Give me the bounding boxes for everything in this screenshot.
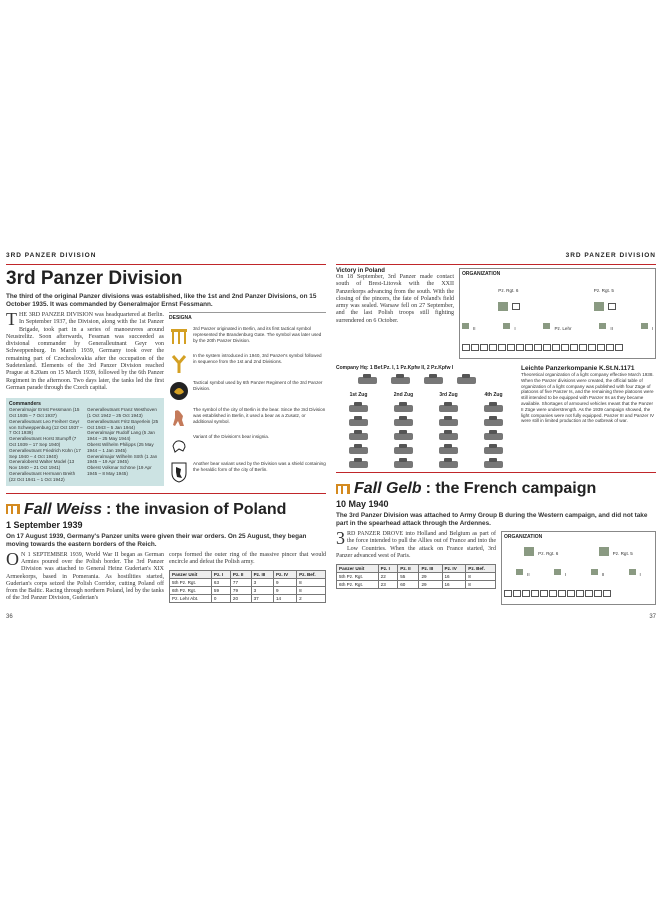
table-cell: 2 <box>297 595 326 603</box>
unit-symbol <box>558 590 566 597</box>
org-heading: ORGANIZATION <box>462 271 501 277</box>
table-cell: 8 <box>297 579 326 587</box>
tank-icon <box>484 405 503 412</box>
unit-symbol <box>594 590 602 597</box>
unit-symbol <box>585 590 593 597</box>
unit-symbol <box>525 344 533 351</box>
tank-icon <box>394 419 413 426</box>
org-label: Pz. Lehr <box>554 326 572 331</box>
section-title: Fall Weiss <box>24 500 102 518</box>
designation-text: Tactical symbol used by 6th Panzer Regiment of the 3rd Panzer Division. <box>193 380 323 391</box>
regiment-symbol <box>594 302 604 311</box>
designation-item <box>169 434 326 456</box>
section-heading <box>336 479 656 498</box>
section-columns <box>336 528 656 605</box>
drop-cap: O <box>6 548 19 569</box>
section-columns <box>6 548 326 604</box>
org-label: I <box>651 326 653 331</box>
org-regiment <box>498 279 521 315</box>
org-unit-row <box>504 584 653 602</box>
table-header-row <box>170 571 326 579</box>
divider <box>336 264 656 265</box>
commanders-col2 <box>87 407 161 482</box>
designation-text: 3rd Panzer originated in Berlin, and its first tactical symbol represented the Brandenburg Gate. The symbol was later used by the 20th Panzer Division. <box>193 326 322 343</box>
top-row <box>336 268 656 359</box>
unit-symbol <box>534 344 542 351</box>
page-number: 37 <box>649 614 656 620</box>
zug-label: 2nd Zug <box>393 392 414 398</box>
battalion-symbol <box>591 569 598 575</box>
zug-column <box>438 392 460 468</box>
designation-item <box>169 326 326 348</box>
designation-item <box>169 407 326 429</box>
lpk-body: Theoretical organization of a light company effective March 1938. When the Panzer divisions were created, the official table of organization of a light company was published with four Züge of platoons of five Panzer Is, and the remaining three platoons were still intended to be equipped with Panzer IIs as they became available. Shortages of armoured vehicles meant that the Panzer II Züge were understrength. As the 1939 campaign showed, the light companies were not fully equipped. Panzer III and Panzer IV were still in limited production at the outbreak of war. <box>521 372 655 424</box>
unit-symbol <box>513 590 521 597</box>
table-cell: 60 <box>398 581 419 589</box>
table-cell: 23 <box>378 581 398 589</box>
designation-text: Variant of the Division's bear insignia. <box>193 434 270 439</box>
unit-symbol <box>570 344 578 351</box>
section-title: Fall Gelb <box>354 480 422 497</box>
commander-entry: Generalleutnant Horst Stumpff (7 Oct 1939 – 17 Sep 1940) <box>9 436 77 448</box>
battalion-symbol <box>554 569 561 575</box>
designation-text: The symbol of the city of Berlin is the bear. Since the 3rd Division was established in Berlin, it used a bear as a Zusatz, or additional symbol. <box>193 407 326 424</box>
table-cell: 8 <box>297 587 326 595</box>
designations-heading: DESIGNA <box>169 315 192 321</box>
table-cell: 8 <box>466 581 496 589</box>
page-number: 36 <box>6 614 13 620</box>
zug-label: 4th Zug <box>484 392 503 398</box>
table-cell: 5th Pz. Rgt. <box>170 579 212 587</box>
designation-text: In the system introduced in 1940, 3rd Panzer's symbol followed in sequence from the 1st and 2nd Divisions. <box>193 353 322 364</box>
section-title-rest: : the French campaign <box>425 480 597 497</box>
org-sub-row <box>504 563 653 581</box>
table-header: Pz. Bef. <box>466 565 496 573</box>
section-paragraph-2: corps formed the outer ring of the massive pincer that would encircle and defeat the Polish army. <box>169 551 326 565</box>
zug-column <box>483 392 505 468</box>
org-top-row <box>504 542 653 560</box>
org-battalion <box>641 317 653 335</box>
victory-body: On 18 September, 3rd Panzer made contact south of Brest-Litovsk with the XXII Panzerkorps advancing from the south. With the closing of the pincers, the fate of Poland's field army was sealed. Warsaw fell on 27 September, and the last Polish troops still fighting surrendered on 6 October. <box>336 274 454 324</box>
zug-label: 3rd Zug <box>439 392 458 398</box>
table-cell: 8 <box>466 573 496 581</box>
commander-entry: Generalleutnant Franz Westhoven (1 Oct 1942 – 25 Oct 1943) <box>87 407 157 419</box>
tank-icon <box>358 377 377 384</box>
lpk-heading: Leichte Panzerkompanie K.St.N.1171 <box>521 365 635 372</box>
table-cell: 3 <box>251 579 273 587</box>
commanders-col1 <box>9 407 83 482</box>
unit-symbol <box>540 590 548 597</box>
org-battalion <box>543 317 571 335</box>
tank-icon <box>439 433 458 440</box>
tank-icon <box>349 405 368 412</box>
org-label: Pz. Rgt. 5 <box>593 288 614 293</box>
tank-icon <box>391 377 410 384</box>
divider <box>336 472 656 473</box>
section-intro: The 3rd Panzer Division was attached to Army Group B during the Western campaign, and did not take part in the spearhead attack through the Ardennes. <box>336 512 648 527</box>
table-header: Pz. II <box>398 565 419 573</box>
company-hq-tanks <box>358 377 516 384</box>
table-cell: Pz. Lehr Abt. <box>170 595 212 603</box>
regiment-emblem-icon <box>169 380 189 402</box>
unit-symbol <box>606 344 614 351</box>
tank-icon <box>457 377 476 384</box>
main-column <box>6 309 164 486</box>
org-label: II <box>473 326 476 331</box>
table-header: Panzer Unit <box>337 565 379 573</box>
tank-icon <box>484 433 503 440</box>
divider <box>6 264 326 265</box>
battalion-symbol <box>516 569 523 575</box>
unit-symbol <box>549 590 557 597</box>
unit-symbol <box>588 344 596 351</box>
table-cell: 16 <box>442 581 466 589</box>
commander-entry: Generalleutnant Hermann Breith (22 Oct 1941 – 1 Oct 1942) <box>9 471 76 482</box>
table-header-row <box>337 565 496 573</box>
commanders-columns <box>9 407 161 482</box>
org-label: II <box>527 572 530 577</box>
table-header: Pz. IV <box>273 571 296 579</box>
table-cell: 3 <box>251 587 273 595</box>
org-label: Pz. Rgt. 5 <box>612 551 633 556</box>
tank-icon <box>349 433 368 440</box>
commander-entry: Oberst Wilhelm Philipps (25 May 1944 – 1 Jan 1945) <box>87 442 154 453</box>
victory-column <box>336 268 454 359</box>
table-cell: 14 <box>273 595 296 603</box>
unit-symbol <box>522 590 530 597</box>
bear-icon <box>169 407 189 429</box>
company-caption: Company Hq: 1 Bef.Pz. I, 1 Pz.Kpfw II, 2 Pz.Kpfw I <box>336 365 454 371</box>
section-body <box>6 548 164 604</box>
commander-entry: Generalmajor Wilhelm Söth (1 Jan 1945 – 19 Apr 1945) <box>87 453 158 465</box>
section-date: 1 September 1939 <box>6 519 83 530</box>
org-label: I <box>565 572 567 577</box>
org-label: Pz. Rgt. 6 <box>498 288 519 293</box>
table-cell: 6th Pz. Rgt. <box>170 587 212 595</box>
commander-entry: Generalleutnant Fritz Bayerlein (25 Oct 1943 – 5 Jan 1944) <box>87 418 159 430</box>
zug-column <box>348 392 370 468</box>
drop-cap: 3 <box>336 528 345 548</box>
tank-icon <box>349 447 368 454</box>
org-heading: ORGANIZATION <box>504 534 543 540</box>
table-row <box>170 595 326 603</box>
left-page <box>6 252 326 624</box>
unit-symbol <box>498 344 506 351</box>
table-header: Pz. III <box>419 565 442 573</box>
table-header: Panzer Unit <box>170 571 212 579</box>
tactical-symbol-icon <box>6 504 20 514</box>
table-cell: 16 <box>442 573 466 581</box>
zug-row <box>336 392 516 468</box>
page-title: 3rd Panzer Division <box>6 268 183 289</box>
running-head: 3RD PANZER DIVISION <box>565 252 656 259</box>
drop-cap: T <box>6 309 17 329</box>
section-left-column <box>336 528 496 605</box>
battalion-symbol <box>543 323 550 329</box>
table-row <box>170 579 326 587</box>
tank-icon <box>439 447 458 454</box>
commanders-heading: Commanders <box>9 401 41 408</box>
victory-heading: Victory in Poland <box>336 268 385 274</box>
section-intro: On 17 August 1939, Germany's Panzer units were given their war orders. On 25 August, they began moving towards the eastern borders of the Reich. <box>6 532 307 548</box>
table-cell: 20 <box>230 595 251 603</box>
running-head: 3RD PANZER DIVISION <box>6 252 97 259</box>
commander-entry: Oberst Volkmar Schöne (19 Apr 1945 – 8 May 1945) <box>87 465 152 477</box>
unit-symbol <box>576 590 584 597</box>
section-body <box>336 528 496 560</box>
section-right-column <box>169 552 326 604</box>
unit-symbol <box>543 344 551 351</box>
unit-symbol <box>507 344 515 351</box>
org-sub-row <box>462 317 653 335</box>
rune-symbol-icon <box>169 353 189 375</box>
table-cell: 55 <box>398 573 419 581</box>
zug-label: 1st Zug <box>349 392 368 398</box>
designations-box <box>169 312 326 486</box>
unit-symbol <box>462 344 470 351</box>
table-cell: 29 <box>419 573 442 581</box>
tank-icon <box>484 461 503 468</box>
designation-text: Another bear variant used by the Division was a shield containing the heraldic form of the city of Berlin. <box>193 461 326 472</box>
unit-symbol <box>531 590 539 597</box>
lpk-column <box>521 365 656 468</box>
battalion-symbol <box>503 323 510 329</box>
tank-icon <box>484 447 503 454</box>
org-label: Pz. Rgt. 6 <box>538 551 559 556</box>
org-unit-row <box>462 338 653 356</box>
zug-column <box>393 392 415 468</box>
tank-icon <box>394 447 413 454</box>
intro-text: The third of the original Panzer divisions was established, like the 1st and 2nd Panzer Divisions, on 15 October 1935. It was commanded by Generalmajor Ernst Fessmann. <box>6 293 317 308</box>
body-text <box>6 309 164 392</box>
divider <box>6 493 326 494</box>
table-header: Pz. I <box>211 571 230 579</box>
org-top-row <box>462 279 653 315</box>
regiment-symbol <box>599 547 609 556</box>
table-row <box>170 587 326 595</box>
unit-symbol <box>567 590 575 597</box>
unit-symbol <box>579 344 587 351</box>
regiment-symbol <box>498 302 508 311</box>
unit-symbol <box>516 344 524 351</box>
table-row <box>337 581 496 589</box>
section-heading <box>6 500 326 519</box>
battalion-symbol <box>629 569 636 575</box>
designation-item <box>169 353 326 375</box>
table-header: Pz. III <box>251 571 273 579</box>
table-cell: 59 <box>211 587 230 595</box>
section-title-rest: : the invasion of Poland <box>105 500 287 518</box>
strength-table <box>169 570 326 603</box>
commander-entry: Generalleutnant Leo Freiherr Geyr von Schweppenburg (12 Oct 1937 – 7 Oct 1939) <box>9 418 83 436</box>
table-cell: 22 <box>378 573 398 581</box>
tank-icon <box>439 405 458 412</box>
unit-symbol <box>597 344 605 351</box>
table-cell: 77 <box>230 579 251 587</box>
table-header: Pz. II <box>230 571 251 579</box>
unit-symbol <box>504 590 512 597</box>
table-cell: 9 <box>273 579 296 587</box>
top-columns <box>6 309 326 486</box>
org-label: I <box>514 326 516 331</box>
section-paragraph: N 1 SEPTEMBER 1939, World War II began as German Armies poured over the Polish border. The 3rd Panzer Division was attached to General Heinz Guderian's XIX Armeekorps, based in Pomerania. As hostilities started, Guderian's corps seized the Polish Corridor, cutting Poland off from the Baltic. Racing through northern Poland, led by the tanks of the 3rd Panzer Division, Guderian's <box>6 551 164 602</box>
table-cell: 79 <box>230 587 251 595</box>
org-battalion <box>503 317 515 335</box>
org-label: I <box>639 572 641 577</box>
org-label: II <box>601 572 605 577</box>
unit-symbol <box>615 344 623 351</box>
table-cell: 9 <box>273 587 296 595</box>
unit-symbol <box>561 344 569 351</box>
org-label: II <box>610 326 613 331</box>
org-regiment <box>524 542 558 560</box>
tank-icon <box>424 377 443 384</box>
bear-shield-icon <box>169 461 189 483</box>
bear-variant-icon <box>169 434 189 456</box>
table-cell: 6th Pz. Rgt. <box>337 581 379 589</box>
unit-symbol <box>512 303 520 310</box>
unit-symbol <box>480 344 488 351</box>
strength-table <box>336 564 496 589</box>
unit-symbol <box>608 303 616 310</box>
organization-chart-2 <box>501 531 656 605</box>
tank-icon <box>439 461 458 468</box>
table-header: Pz. Bef. <box>297 571 326 579</box>
commander-entry: Generalmajor Ernst Fessmann (15 Oct 1935 – 7 Oct 1937) <box>9 407 80 419</box>
commander-entry: Generaloberst Walter Model (13 Nov 1940 – 21 Oct 1941) <box>9 459 75 471</box>
table-row <box>337 573 496 581</box>
battalion-symbol <box>641 323 648 329</box>
section-date: 10 May 1940 <box>336 499 389 509</box>
tactical-symbol-icon <box>336 484 350 494</box>
designation-item <box>169 461 326 483</box>
regiment-symbol <box>524 547 534 556</box>
table-cell: 29 <box>419 581 442 589</box>
org-battalion <box>591 563 605 581</box>
table-header: Pz. IV <box>442 565 466 573</box>
org-regiment <box>594 279 617 315</box>
org-battalion <box>516 563 530 581</box>
tank-icon <box>349 461 368 468</box>
company-row <box>336 365 656 468</box>
unit-symbol <box>603 590 611 597</box>
table-cell: 0 <box>211 595 230 603</box>
tank-icon <box>394 433 413 440</box>
table-cell: 5th Pz. Rgt. <box>337 573 379 581</box>
table-header: Pz. I <box>378 565 398 573</box>
org-battalion <box>462 317 476 335</box>
tank-icon <box>349 419 368 426</box>
tank-icon <box>394 405 413 412</box>
tank-icon <box>484 419 503 426</box>
tank-icon <box>394 461 413 468</box>
tank-icon <box>439 419 458 426</box>
org-battalion <box>554 563 566 581</box>
organization-chart <box>459 268 656 359</box>
unit-symbol <box>552 344 560 351</box>
org-battalion <box>599 317 613 335</box>
section-paragraph: RD PANZER DROVE into Holland and Belgium as part of the force intended to pull the Allies out of France and into the Low Countries. When the attack on France started, 3rd Panzer advanced west of Paris. <box>336 531 496 559</box>
battalion-symbol <box>599 323 606 329</box>
commander-entry: Generalleutnant Friedrich Kühn (17 Sep 1940 – 4 Oct 1940) <box>9 447 81 459</box>
unit-symbol <box>489 344 497 351</box>
table-cell: 37 <box>251 595 273 603</box>
body-paragraph: HE 3RD PANZER DIVISION was headquartered at Berlin. In September 1937, the Division, along with the 1st Panzer Brigade, took part in a series of manoeuvres around Neustrelitz. Soon afterwards, Fessman was succeeded as divisional commander by Generalleutnant Geyr von Schweppenburg. In March 1939, Germany took over the remaining part of Czechoslovakia after the occupation of the Sudetenland. Elements of the 3rd Panzer Division reached Prague at 8.20am on 15 March 1939, followed by the 6th Panzer Regiment in the afternoon. Two days later, the tanks led the first German parade through the Czech capital. <box>6 312 164 391</box>
commander-entry: Generalmajor Rudolf Lang (5 Jan 1944 – 25 May 1944) <box>87 430 155 442</box>
company-diagram <box>336 365 516 468</box>
org-battalion <box>629 563 641 581</box>
right-page <box>336 252 656 624</box>
brandenburg-gate-icon <box>169 326 189 348</box>
org-regiment <box>599 542 633 560</box>
commanders-box <box>6 398 164 485</box>
table-cell: 63 <box>211 579 230 587</box>
designation-item <box>169 380 326 402</box>
battalion-symbol <box>462 323 469 329</box>
unit-symbol <box>471 344 479 351</box>
